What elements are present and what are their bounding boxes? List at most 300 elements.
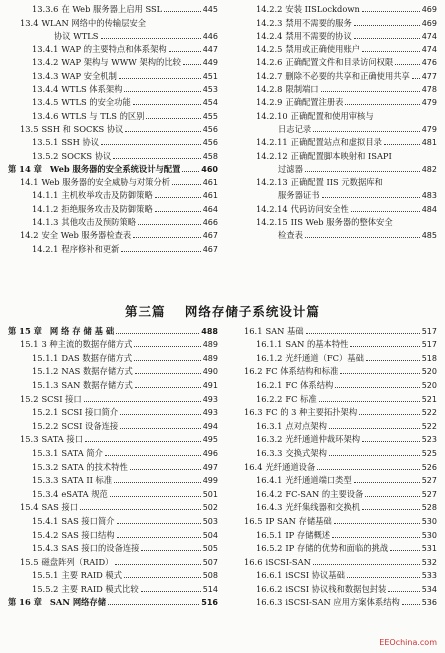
dotted-leader xyxy=(332,537,420,538)
toc-entry xyxy=(232,55,437,68)
toc-entry-page: 490 xyxy=(202,367,218,377)
toc-entry xyxy=(8,188,218,201)
toc-entry-title: 磁盘阵列（RAID） xyxy=(41,556,114,567)
toc-entry xyxy=(8,29,218,42)
toc-entry-title: 其他攻击及预防策略 xyxy=(61,217,137,228)
toc-entry-page: 456 xyxy=(202,124,218,134)
toc-entry-page: 494 xyxy=(202,421,218,431)
toc-entry xyxy=(232,337,437,351)
toc-entry-title: SOCKS 协议 xyxy=(61,150,112,161)
toc-entry-page: 449 xyxy=(202,58,218,68)
toc-entry-page: 474 xyxy=(421,45,437,55)
toc-entry-number: 16.3.2 xyxy=(256,434,283,445)
toc-entry xyxy=(232,29,437,42)
toc-entry-page: 479 xyxy=(421,98,437,108)
toc-entry-page: 467 xyxy=(202,244,218,254)
toc-entry-number: 15.3 xyxy=(20,434,39,445)
toc-entry-page: 505 xyxy=(202,544,218,554)
toc-entry-number: 13.4.5 xyxy=(32,97,59,108)
toc-entry-title: 代码访问安全性 xyxy=(290,203,349,214)
toc-entry-title: WTLS 体系架构 xyxy=(61,84,123,95)
dotted-leader xyxy=(362,11,420,12)
toc-entry-title: WTLS 与 TLS 的区别 xyxy=(61,110,145,121)
dotted-leader xyxy=(124,577,201,578)
toc-entry-page: 485 xyxy=(421,231,437,241)
toc-entry-page: 522 xyxy=(421,408,437,418)
dotted-leader xyxy=(121,251,200,252)
toc-entry-title: SAN 的基本特性 xyxy=(285,339,349,350)
toc-entry-page: 527 xyxy=(421,476,437,486)
toc-entry-number: 14.1.1 xyxy=(32,190,59,201)
toc-entry-number: 16.5.1 xyxy=(256,529,283,540)
dotted-leader xyxy=(354,482,420,483)
toc-entry-page: 461 xyxy=(202,191,218,201)
toc-entry xyxy=(232,527,437,541)
toc-bottom-left xyxy=(8,323,218,608)
part-label: 第三篇 xyxy=(125,304,166,319)
toc-entry-number: 15.4.2 xyxy=(32,529,59,540)
dotted-leader xyxy=(138,224,201,225)
toc-entry-number: 16.5.2 xyxy=(256,543,283,554)
part-heading xyxy=(0,302,445,320)
toc-entry-title: WAP 安全机制 xyxy=(61,70,117,81)
toc-entry xyxy=(8,513,218,527)
dotted-leader xyxy=(134,346,200,347)
dotted-leader xyxy=(395,64,419,65)
toc-entry-number: 13.5.2 xyxy=(32,150,59,161)
dotted-leader xyxy=(366,360,420,361)
toc-entry-number: 16.2 xyxy=(244,366,263,377)
dotted-leader xyxy=(155,211,201,212)
toc-entry xyxy=(8,122,218,135)
toc-entry-number: 15.1.1 xyxy=(32,352,59,363)
toc-entry-page: 453 xyxy=(202,85,218,95)
toc-entry-number: 16.1 xyxy=(244,325,263,336)
toc-entry-page: 534 xyxy=(421,584,437,594)
dotted-leader xyxy=(141,550,200,551)
toc-entry-title: SATA 接口 xyxy=(41,434,84,445)
dotted-leader xyxy=(182,171,199,172)
toc-entry-number: 14.2 xyxy=(20,230,39,241)
toc-entry xyxy=(232,486,437,500)
toc-entry-title: 程序修补和更新 xyxy=(61,243,120,254)
toc-entry-title: FC 体系结构和标准 xyxy=(265,366,339,377)
toc-entry-title: 正确配置和使用审核与 xyxy=(290,110,374,121)
toc-entry-title: 主要 RAID 模式 xyxy=(61,570,123,581)
toc-entry xyxy=(232,350,437,364)
toc-entry-page: 520 xyxy=(421,367,437,377)
toc-entry-title: NAS 数据存储方式 xyxy=(61,366,133,377)
toc-entry xyxy=(8,377,218,391)
toc-entry xyxy=(8,241,218,254)
toc-top-right xyxy=(232,2,437,241)
toc-entry-page: 458 xyxy=(202,151,218,161)
dotted-leader xyxy=(164,11,201,12)
toc-entry-page: 531 xyxy=(421,544,437,554)
toc-entry-page: 501 xyxy=(202,489,218,499)
toc-entry xyxy=(232,108,437,121)
toc-entry xyxy=(232,82,437,95)
toc-entry xyxy=(8,215,218,228)
dotted-leader xyxy=(117,523,201,524)
toc-entry xyxy=(8,228,218,241)
toc-entry-page: 527 xyxy=(421,489,437,499)
toc-entry-title: 日志记录 xyxy=(278,123,312,134)
dotted-leader xyxy=(125,131,200,132)
toc-entry-page: 455 xyxy=(202,111,218,121)
toc-entry-page: 522 xyxy=(421,421,437,431)
toc-entry-page: 451 xyxy=(202,71,218,81)
dotted-leader xyxy=(362,51,420,52)
toc-entry xyxy=(232,500,437,514)
toc-entry-title: WAP 的主要特点和体系架构 xyxy=(61,44,167,55)
toc-entry xyxy=(232,228,437,241)
toc-entry-title: FC 的 3 种主要拓扑架构 xyxy=(265,407,358,418)
toc-entry xyxy=(232,554,437,568)
toc-entry-title: 正确配置 IIS 元数据库和 xyxy=(290,177,383,188)
toc-entry-number: 15.1 xyxy=(20,339,39,350)
toc-entry-page: 520 xyxy=(421,380,437,390)
toc-entry xyxy=(8,42,218,55)
toc-entry xyxy=(8,68,218,81)
toc-entry-title: 交换式架构 xyxy=(285,447,327,458)
toc-entry-title: SAN 数据存储方式 xyxy=(61,379,133,390)
dotted-leader xyxy=(155,197,201,198)
dotted-leader xyxy=(347,577,420,578)
toc-entry-page: 536 xyxy=(421,598,437,608)
dotted-leader xyxy=(116,333,199,334)
toc-entry-page: 479 xyxy=(421,124,437,134)
dotted-leader xyxy=(134,360,201,361)
toc-entry-number: 13.4.6 xyxy=(32,110,59,121)
toc-entry-title: 光纤通道仲裁环架构 xyxy=(285,434,361,445)
toc-entry xyxy=(232,445,437,459)
dotted-leader xyxy=(354,25,420,26)
toc-entry-page: 508 xyxy=(202,571,218,581)
toc-entry-number: 14.2.10 xyxy=(256,110,288,121)
toc-entry-number: 16.5 xyxy=(244,515,263,526)
toc-entry-title: 服务器证书 xyxy=(278,190,320,201)
dotted-leader xyxy=(124,91,200,92)
toc-entry-number: 16.3.1 xyxy=(256,420,283,431)
dotted-leader xyxy=(313,131,420,132)
toc-entry-page: 489 xyxy=(202,340,218,350)
dotted-leader xyxy=(359,414,420,415)
dotted-leader xyxy=(362,441,420,442)
toc-chapter-entry xyxy=(8,162,218,175)
toc-entry-page: 474 xyxy=(421,31,437,41)
toc-entry xyxy=(8,581,218,595)
toc-entry xyxy=(232,581,437,595)
toc-entry-page: 516 xyxy=(201,598,218,608)
toc-entry xyxy=(8,15,218,28)
toc-entry-number: 14.2.8 xyxy=(256,84,283,95)
dotted-leader xyxy=(354,38,420,39)
toc-entry-title: Web 服务器的安全系统设计与配置 xyxy=(49,163,181,174)
toc-entry-title: IIS Web 服务器的整体安全 xyxy=(290,217,393,228)
toc-entry-title: 安装 IISLockdown xyxy=(285,4,360,15)
dotted-leader xyxy=(169,51,201,52)
toc-entry-number: 16.1.2 xyxy=(256,352,283,363)
toc-entry-number: 16.4 xyxy=(244,461,263,472)
toc-entry xyxy=(8,82,218,95)
toc-entry-title: SSH 和 SOCKS 协议 xyxy=(41,123,124,134)
toc-entry-number: 15.4.1 xyxy=(32,515,59,526)
toc-entry-number: 16.4.2 xyxy=(256,488,283,499)
toc-entry-number: 13.5 xyxy=(20,123,39,134)
toc-entry xyxy=(232,323,437,337)
toc-entry-page: 495 xyxy=(202,435,218,445)
toc-entry-page: 507 xyxy=(202,557,218,567)
dotted-leader xyxy=(305,171,420,172)
toc-entry-number: 15.2.1 xyxy=(32,407,59,418)
toc-entry-page: 460 xyxy=(201,164,218,174)
toc-entry-title: SSH 协议 xyxy=(61,137,100,148)
dotted-leader xyxy=(80,509,201,510)
toc-entry-title: SAS 接口 xyxy=(41,502,79,513)
toc-entry xyxy=(8,2,218,15)
dotted-leader xyxy=(110,496,201,497)
toc-entry xyxy=(232,201,437,214)
toc-entry-page: 488 xyxy=(201,326,218,336)
toc-entry-number: 16.3.3 xyxy=(256,447,283,458)
toc-entry-number: 14.2.14 xyxy=(256,203,288,214)
dotted-leader xyxy=(390,550,420,551)
toc-chapter-entry xyxy=(8,323,218,337)
toc-entry-title: 3 种主流的数据存储方式 xyxy=(41,339,133,350)
toc-entry-title: IP 存储概述 xyxy=(285,529,331,540)
toc-entry-title: 禁用不需要的服务 xyxy=(285,17,352,28)
dotted-leader xyxy=(321,91,420,92)
toc-top-left xyxy=(8,2,218,255)
toc-entry-page: 491 xyxy=(202,380,218,390)
toc-entry-page: 532 xyxy=(421,557,437,567)
toc-entry xyxy=(232,95,437,108)
dotted-leader xyxy=(317,469,419,470)
toc-entry-page: 493 xyxy=(202,408,218,418)
toc-entry xyxy=(232,162,437,175)
dotted-leader xyxy=(135,387,201,388)
toc-entry-page: 466 xyxy=(202,218,218,228)
toc-entry-number: 15.5 xyxy=(20,556,39,567)
toc-entry xyxy=(8,55,218,68)
toc-entry-title: FC 体系结构 xyxy=(285,379,334,390)
toc-entry-page: 469 xyxy=(421,18,437,28)
toc-entry-page: 484 xyxy=(421,204,437,214)
dotted-leader xyxy=(117,537,201,538)
toc-entry xyxy=(232,513,437,527)
watermark-text: EEOchina.com xyxy=(379,638,437,647)
toc-entry-number: 13.4.1 xyxy=(32,44,59,55)
toc-entry-page: 481 xyxy=(421,138,437,148)
toc-entry-page: 499 xyxy=(202,476,218,486)
toc-entry-number: 14.2.1 xyxy=(32,243,59,254)
toc-entry-number: 13.4.3 xyxy=(32,70,59,81)
dotted-leader xyxy=(113,158,200,159)
toc-entry-title: IP SAN 存储基础 xyxy=(265,515,332,526)
toc-entry-title: iSCSI-SAN 应用方案体系结构 xyxy=(285,597,400,608)
toc-entry xyxy=(232,418,437,432)
toc-entry-title: SAN 网络存储 xyxy=(49,597,107,608)
toc-entry-title: SAS 接口的设备连接 xyxy=(61,543,140,554)
toc-entry xyxy=(232,432,437,446)
toc-entry-number: 第 15 章 xyxy=(8,325,42,336)
dotted-leader xyxy=(119,78,201,79)
toc-entry-number: 16.6.2 xyxy=(256,583,283,594)
toc-entry-page: 456 xyxy=(202,138,218,148)
toc-entry xyxy=(8,473,218,487)
toc-entry xyxy=(8,405,218,419)
toc-entry-title: SCSI 设备连接 xyxy=(61,420,119,431)
dotted-leader xyxy=(362,509,420,510)
dotted-leader xyxy=(108,604,199,605)
toc-entry xyxy=(8,486,218,500)
dotted-leader xyxy=(345,104,419,105)
toc-entry-title: 主机枚举攻击及防御策略 xyxy=(61,190,153,201)
toc-entry xyxy=(232,568,437,582)
toc-entry-title: 光纤集线器和交换机 xyxy=(285,502,361,513)
toc-entry-number: 15.5.2 xyxy=(32,583,59,594)
toc-entry-number: 13.4.4 xyxy=(32,84,59,95)
dotted-leader xyxy=(335,387,419,388)
toc-entry-number: 15.1.3 xyxy=(32,379,59,390)
toc-entry-title: 点对点架构 xyxy=(285,420,327,431)
toc-entry-title: SATA 简介 xyxy=(61,447,103,458)
toc-entry-title: 过滤器 xyxy=(278,163,303,174)
toc-entry xyxy=(8,541,218,555)
toc-entry-number: 15.5.1 xyxy=(32,570,59,581)
toc-entry-page: 454 xyxy=(202,98,218,108)
toc-entry-title: WLAN 网络中的传输层安全 xyxy=(41,17,147,28)
toc-entry-title: 光纤通道端口类型 xyxy=(285,475,352,486)
dotted-leader xyxy=(172,184,201,185)
toc-entry xyxy=(8,445,218,459)
toc-entry xyxy=(8,135,218,148)
toc-entry-number: 14.2.6 xyxy=(256,57,283,68)
dotted-leader xyxy=(84,401,201,402)
toc-entry-number: 13.4.2 xyxy=(32,57,59,68)
dotted-leader xyxy=(130,469,201,470)
dotted-leader xyxy=(146,118,200,119)
toc-entry-number: 15.2.2 xyxy=(32,420,59,431)
toc-entry-title: WTLS 的安全功能 xyxy=(61,97,131,108)
toc-entry xyxy=(8,175,218,188)
toc-entry xyxy=(232,377,437,391)
toc-entry-title: 正确配置文件和目录访问权限 xyxy=(285,57,394,68)
toc-entry-page: 483 xyxy=(421,191,437,201)
toc-entry-number: 16.6 xyxy=(244,556,263,567)
toc-entry xyxy=(8,364,218,378)
toc-entry xyxy=(232,2,437,15)
toc-entry xyxy=(232,135,437,148)
dotted-leader xyxy=(141,591,201,592)
toc-entry xyxy=(8,500,218,514)
toc-entry-page: 517 xyxy=(421,340,437,350)
dotted-leader xyxy=(319,401,420,402)
toc-entry-number: 14.2.3 xyxy=(256,17,283,28)
dotted-leader xyxy=(334,523,420,524)
dotted-leader xyxy=(120,414,201,415)
toc-entry xyxy=(232,391,437,405)
dotted-leader xyxy=(183,64,201,65)
toc-entry-title: WAP 架构与 WWW 架构的比较 xyxy=(61,57,181,68)
toc-entry-number: 16.4.1 xyxy=(256,475,283,486)
dotted-leader xyxy=(384,144,420,145)
dotted-leader xyxy=(114,482,201,483)
toc-entry-title: SAN 基础 xyxy=(265,325,304,336)
toc-entry-title: SAS 接口结构 xyxy=(61,529,115,540)
toc-entry-page: 493 xyxy=(202,394,218,404)
toc-entry-title: FC 标准 xyxy=(285,393,317,404)
toc-entry-page: 523 xyxy=(421,435,437,445)
toc-entry-number: 15.1.2 xyxy=(32,366,59,377)
toc-entry-title: 在 Web 服务器上启用 SSL xyxy=(61,4,163,15)
dotted-leader xyxy=(120,428,201,429)
dotted-leader xyxy=(133,237,201,238)
toc-entry-title: 禁用不需要的协议 xyxy=(285,30,352,41)
toc-entry xyxy=(232,122,437,135)
toc-entry xyxy=(232,215,437,228)
toc-entry xyxy=(232,473,437,487)
dotted-leader xyxy=(388,591,419,592)
toc-entry-title: DAS 数据存储方式 xyxy=(61,352,133,363)
toc-entry-title: eSATA 规范 xyxy=(61,488,108,499)
dotted-leader xyxy=(101,38,201,39)
toc-entry-title: Web 服务器的安全威胁与对策分析 xyxy=(41,177,171,188)
dotted-leader xyxy=(306,333,420,334)
dotted-leader xyxy=(412,78,420,79)
toc-entry-title: 拒绝服务攻击及防御策略 xyxy=(61,203,153,214)
toc-entry-title: FC-SAN 的主要设备 xyxy=(285,488,364,499)
dotted-leader xyxy=(365,496,419,497)
dotted-leader xyxy=(133,104,201,105)
dotted-leader xyxy=(329,455,420,456)
toc-entry xyxy=(232,148,437,161)
dotted-leader xyxy=(350,346,419,347)
toc-entry-number: 15.2 xyxy=(20,393,39,404)
toc-entry-number: 14.1.3 xyxy=(32,217,59,228)
toc-entry-page: 526 xyxy=(421,462,437,472)
toc-entry-title: 光纤通道设备 xyxy=(265,461,316,472)
toc-entry-title: 正确配置脚本映射和 ISAPI xyxy=(290,150,392,161)
toc-entry-title: SATA 的技术特性 xyxy=(61,461,128,472)
toc-entry-page: 503 xyxy=(202,516,218,526)
toc-entry-title: 主要 RAID 模式比较 xyxy=(61,583,139,594)
dotted-leader xyxy=(105,455,201,456)
toc-entry-page: 489 xyxy=(202,353,218,363)
toc-entry-number: 16.3 xyxy=(244,407,263,418)
toc-entry xyxy=(8,337,218,351)
toc-entry-page: 445 xyxy=(202,5,218,15)
toc-entry-page: 446 xyxy=(202,31,218,41)
toc-entry-title: 禁用或正确使用账户 xyxy=(285,44,361,55)
toc-entry-title: SCSI 接口 xyxy=(41,393,82,404)
toc-bottom-right xyxy=(232,323,437,608)
toc-entry-page: 530 xyxy=(421,530,437,540)
toc-entry xyxy=(232,68,437,81)
dotted-leader xyxy=(329,428,420,429)
toc-entry xyxy=(232,15,437,28)
toc-entry xyxy=(232,188,437,201)
toc-entry-number: 14.2.5 xyxy=(256,44,283,55)
toc-entry-page: 467 xyxy=(202,231,218,241)
toc-entry xyxy=(232,595,437,609)
toc-entry-title: SATA II 标准 xyxy=(61,475,113,486)
toc-entry-page: 514 xyxy=(202,584,218,594)
toc-entry-title: 安全 Web 服务器检查表 xyxy=(41,230,132,241)
toc-entry-title: 正确配置站点和虚拟目录 xyxy=(290,137,382,148)
toc-entry xyxy=(8,350,218,364)
